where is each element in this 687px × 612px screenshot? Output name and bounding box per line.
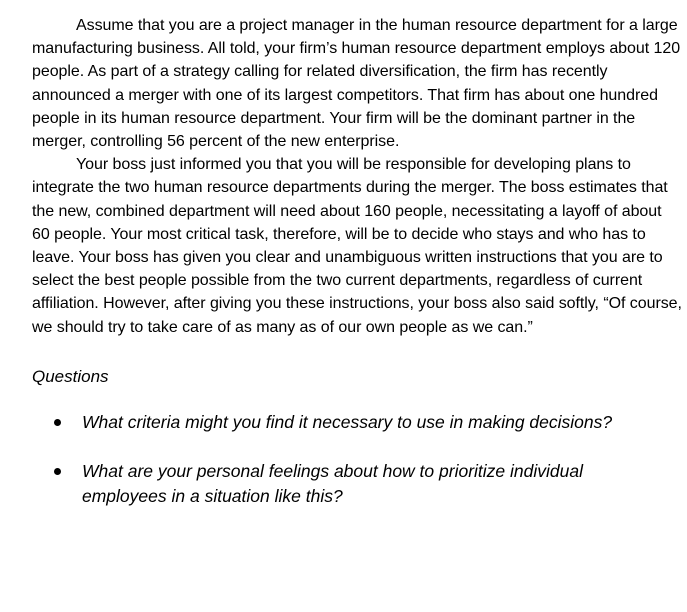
bullet-icon xyxy=(54,419,61,426)
question-text: What criteria might you find it necessary to use in making decisions? xyxy=(82,411,613,432)
document-page xyxy=(32,14,682,533)
question-text: What are your personal feelings about how to prioritize individual employees in a situation like this? xyxy=(82,460,583,506)
paragraph-2: Your boss just informed you that you will be responsible for developing plans to integrate the two human resource departments during the merger. The boss estimates that the new, combined department will need about 160 people, necessitating a layoff of about 60 people. Your most critical task, therefore, will be to decide who stays and who has to leave. Your boss has given you clear and unambiguous written instructions that you are to select the best people possible from the two current departments, regardless of current affiliation. However, after giving you these instructions, your boss also said softly, “Of course, we should try to take care of as many as of our own people as we can.” xyxy=(32,156,682,336)
paragraph-1: Assume that you are a project manager in the human resource department for a large manufacturing business. All told, your firm’s human resource department employs about 120 people. As part of a strategy calling for related diversification, the firm has recently announced a merger with one of its largest competitors. That firm has about one hundred people in its human resource department. Your firm will be the dominant partner in the merger, controlling 56 percent of the new enterprise. xyxy=(32,17,681,151)
question-item xyxy=(32,459,652,509)
bullet-icon xyxy=(54,468,61,475)
question-item xyxy=(32,410,652,435)
questions-list xyxy=(32,410,682,509)
questions-heading: Questions xyxy=(32,366,109,386)
